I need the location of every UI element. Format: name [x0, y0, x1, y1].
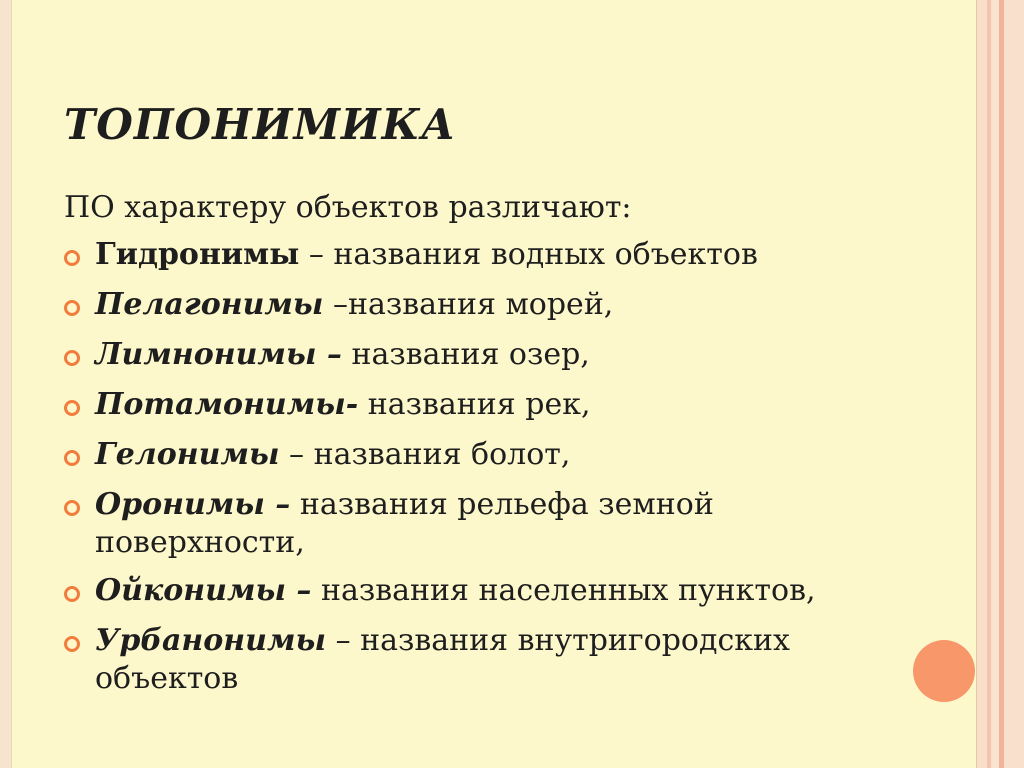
definition: названия рельефа земной поверхности, [95, 487, 714, 560]
term: Гидронимы [95, 237, 300, 272]
ring-bullet-icon [64, 586, 80, 602]
list-item [64, 286, 864, 324]
side-stripe [991, 0, 999, 768]
list-item [64, 386, 864, 424]
ring-bullet-icon [64, 250, 80, 266]
list-item [64, 572, 864, 610]
list-item [64, 486, 864, 562]
term: Ойконимы – [95, 573, 312, 608]
ring-bullet-icon [64, 300, 80, 316]
list-item [64, 336, 864, 374]
slide-title: ТОПОНИМИКА [64, 100, 457, 149]
toponym-list [64, 236, 864, 708]
list-item [64, 622, 864, 698]
definition: – названия внутригородских объектов [95, 623, 790, 696]
ring-bullet-icon [64, 636, 80, 652]
term: Пелагонимы [95, 287, 324, 322]
definition: –названия морей, [323, 287, 614, 322]
term: Гелонимы [95, 437, 280, 472]
term: Лимнонимы – [95, 337, 342, 372]
list-item [64, 236, 864, 274]
ring-bullet-icon [64, 450, 80, 466]
definition: названия населенных пунктов, [311, 573, 816, 608]
definition: – названия болот, [279, 437, 571, 472]
term: Потамонимы- [95, 387, 359, 422]
list-item [64, 436, 864, 474]
ring-bullet-icon [64, 350, 80, 366]
side-stripe [1004, 0, 1024, 768]
decorative-circle [913, 640, 975, 702]
intro-text: ПО характеру объектов различают: [64, 190, 632, 225]
side-stripe [977, 0, 987, 768]
definition: названия озер, [341, 337, 590, 372]
term: Оронимы – [95, 487, 291, 522]
term: Урбанонимы [95, 623, 327, 658]
definition: названия рек, [358, 387, 591, 422]
ring-bullet-icon [64, 500, 80, 516]
definition: – названия водных объектов [299, 237, 758, 272]
ring-bullet-icon [64, 400, 80, 416]
